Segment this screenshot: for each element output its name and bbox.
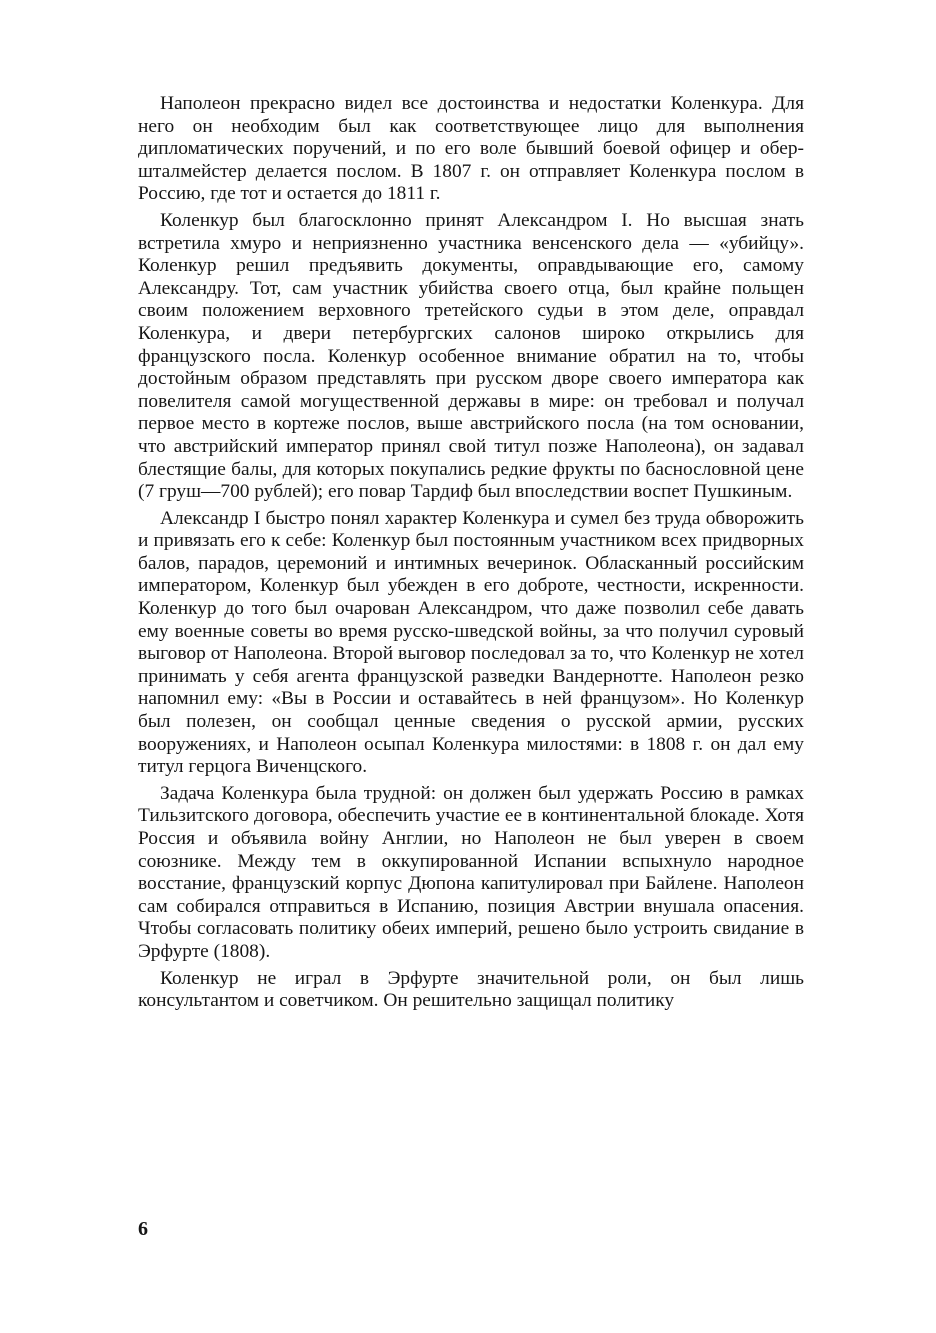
paragraph-1: Наполеон прекрасно видел все достоинства и недостатки Коленкура. Для него он необходим был как соответствующее лицо для выполнения дипломатических поручений, и по его воле бывший боевой офицер и обер-шталмейстер делается послом. В 1807 г. он отправляет Коленкура послом в Россию, где тот и остается до 1811 г. xyxy=(138,93,804,205)
body-text xyxy=(138,93,804,1017)
paragraph-3: Александр I быстро понял характер Коленкура и сумел без труда обворожить и привязать его к себе: Коленкур был постоянным участником всех придворных балов, парадов, церемоний и интимных вечеринок. Обласканный российским императором, Коленкур был убежден в его доброте, честности, искренности. Коленкур до того был очарован Александром, что даже позволил себе давать ему военные советы во время русско-шведской войны, за что получил суровый выговор от Наполеона. Второй выговор последовал за то, что Коленкур не хотел принимать у себя агента французской разведки Вандернотте. Наполеон резко напомнил ему: «Вы в России и оставайтесь в ней французом». Но Коленкур был полезен, он сообщал ценные сведения о русской армии, русских вооружениях, и Наполеон осыпал Коленкура милостями: в 1808 г. он дал ему титул герцога Виченцского. xyxy=(138,507,804,778)
paragraph-5: Коленкур не играл в Эрфурте значительной роли, он был лишь консультантом и советчиком. Он решительно защищал политику xyxy=(138,967,804,1012)
paragraph-2: Коленкур был благосклонно принят Александром I. Но высшая знать встретила хмуро и неприязненно участника венсенского дела — «убийцу». Коленкур решил предъявить документы, оправдывающие его, самому Александру. Тот, сам участник убийства своего отца, был крайне польщен своим положением верховного третейского судьи в этом деле, оправдал Коленкура, и двери петербургских салонов широко открылись для французского посла. Коленкур особенное внимание обратил на то, чтобы достойным образом представлять при русском дворе своего императора как повелителя самой могущественной державы в мире: он требовал и получал первое место в кортеже послов, выше австрийского посла (на том основании, что австрийский император принял свой титул позже Наполеона), он задавал блестящие балы, для которых покупались редкие фрукты по баснословной цене (7 груш—700 рублей); его повар Тардиф был впоследствии воспет Пушкиным. xyxy=(138,209,804,503)
paragraph-4: Задача Коленкура была трудной: он должен был удержать Россию в рамках Тильзитского договора, обеспечить участие ее в континентальной блокаде. Хотя Россия и объявила войну Англии, но Наполеон не был уверен в своем союзнике. Между тем в оккупированной Испании вспыхнуло народное восстание, французский корпус Дюпона капитулировал при Байлене. Наполеон сам собирался отправиться в Испанию, позиция Австрии внушала опасения. Чтобы согласовать политику обеих империй, решено было устроить свидание в Эрфурте (1808). xyxy=(138,782,804,962)
page-number: 6 xyxy=(138,1218,148,1240)
